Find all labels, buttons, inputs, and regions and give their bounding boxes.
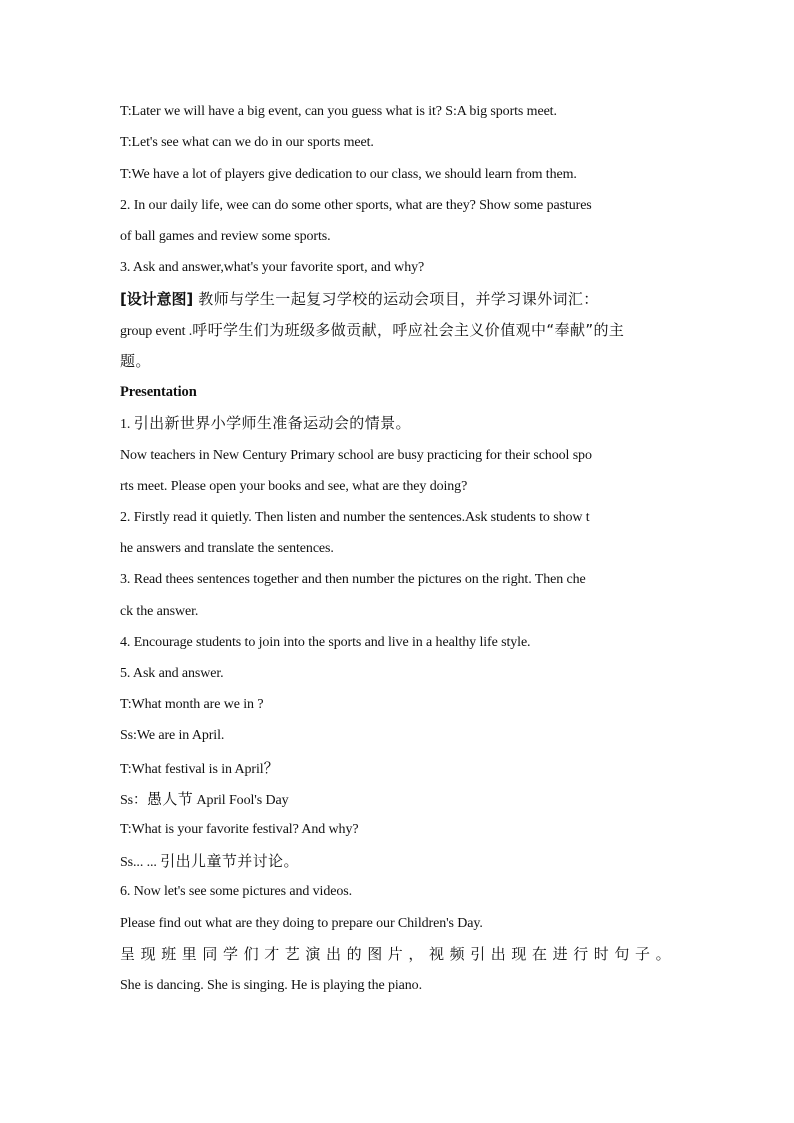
step-1-number: 1. <box>120 417 134 432</box>
text-line-24: T:What is your favorite festival? And why? <box>120 822 359 837</box>
text-line-5: of ball games and review some sports. <box>120 229 331 244</box>
text-line-23-rest: April Fool's Day <box>193 793 289 808</box>
text-line-29: She is dancing. She is singing. He is playing the piano. <box>120 978 422 993</box>
text-line-25-zh: 引出儿童节并讨论。 <box>160 852 299 870</box>
text-line-6: 3. Ask and answer,what's your favorite sport, and why? <box>120 260 425 275</box>
text-line-23-zh: 愚人节 <box>146 790 194 808</box>
text-line-22-en: T:What festival is in April <box>120 762 264 777</box>
section-heading-presentation: Presentation <box>120 384 197 400</box>
text-line-22-mark: ？ <box>263 759 279 777</box>
text-line-28: 呈现班里同学们才艺演出的图片，视频引出现在进行时句子。 <box>120 945 677 963</box>
step-1-line <box>120 414 680 434</box>
text-line-25-en: Ss... ... <box>120 855 161 870</box>
design-intent-text: 教师与学生一起复习学校的运动会项目，并学习课外词汇： <box>193 290 599 308</box>
design-intent-text-2: 呼吁学生们为班级多做贡献，呼应社会主义价值观中“奉献”的主 <box>192 321 625 339</box>
text-line-1: T:Later we will have a big event, can you guess what is it? S:A big sports meet. <box>120 104 557 119</box>
text-line-26: 6. Now let's see some pictures and videos. <box>120 884 352 899</box>
text-line-23-speaker: Ss： <box>120 793 147 808</box>
design-intent-line-2 <box>120 321 680 341</box>
text-line-16: 3. Read thees sentences together and then number the pictures on the right. Then che <box>120 572 586 587</box>
design-intent-tag: [设计意图] <box>120 290 194 308</box>
group-event-term: group event . <box>120 324 193 339</box>
text-line-3: T:We have a lot of players give dedication to our class, we should learn from them. <box>120 167 577 182</box>
text-line-12: Now teachers in New Century Primary school are busy practicing for their school spo <box>120 448 592 463</box>
text-line-2: T:Let's see what can we do in our sports meet. <box>120 135 374 150</box>
text-line-17: ck the answer. <box>120 604 199 619</box>
text-line-21: Ss:We are in April. <box>120 728 225 743</box>
text-line-13: rts meet. Please open your books and see, what are they doing? <box>120 479 468 494</box>
text-line-25 <box>120 852 680 872</box>
text-line-18: 4. Encourage students to join into the sports and live in a healthy life style. <box>120 635 531 650</box>
text-line-14: 2. Firstly read it quietly. Then listen and number the sentences.Ask students to show t <box>120 510 590 525</box>
design-intent-line <box>120 290 680 310</box>
text-line-22 <box>120 759 680 779</box>
text-line-4: 2. In our daily life, wee can do some other sports, what are they? Show some pastures <box>120 198 592 213</box>
text-line-27: Please find out what are they doing to prepare our Children's Day. <box>120 916 483 931</box>
text-line-19: 5. Ask and answer. <box>120 666 224 681</box>
text-line-23 <box>120 790 680 810</box>
step-1-text: 引出新世界小学师生准备运动会的情景。 <box>133 414 411 432</box>
text-line-15: he answers and translate the sentences. <box>120 541 334 556</box>
text-line-20: T:What month are we in ? <box>120 697 264 712</box>
design-intent-line-3: 题。 <box>120 352 151 370</box>
